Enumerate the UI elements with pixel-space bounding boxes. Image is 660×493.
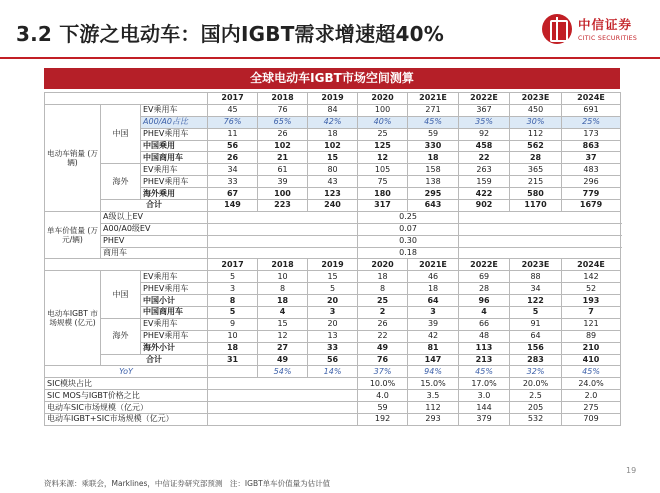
- year-header: 2022E: [459, 93, 510, 105]
- blank-cell: [208, 402, 358, 414]
- value-cell: 76: [258, 104, 308, 116]
- total-value: 317: [358, 200, 408, 212]
- value-cell: 483: [562, 164, 621, 176]
- total-value: 149: [208, 200, 258, 212]
- value-cell: 709: [562, 414, 621, 426]
- value-cell: 142: [562, 271, 621, 283]
- value-cell: 80: [308, 164, 358, 176]
- value-cell: 192: [358, 414, 408, 426]
- value-cell: 123: [308, 188, 358, 200]
- yoy-value: 14%: [308, 366, 358, 378]
- table-row: [45, 93, 621, 105]
- year-header: 2018: [258, 93, 308, 105]
- value-cell: 89: [562, 330, 621, 342]
- table-row: [45, 164, 621, 176]
- table-row: [45, 414, 621, 426]
- total-value: 76: [358, 354, 408, 366]
- row-label: SIC MOS与IGBT价格之比: [45, 390, 208, 402]
- region-label: 中国: [101, 271, 141, 319]
- value-cell: 863: [562, 140, 621, 152]
- value-cell: 66: [459, 318, 510, 330]
- value-cell: 562: [510, 140, 562, 152]
- blank-cell: [208, 211, 358, 223]
- yoy-value: 94%: [408, 366, 459, 378]
- value-cell: 122: [510, 295, 562, 307]
- value-cell: 24.0%: [562, 378, 621, 390]
- row-label: 海外乘用: [141, 188, 208, 200]
- value-cell: 91: [510, 318, 562, 330]
- value-cell: 205: [510, 402, 562, 414]
- yoy-value: 37%: [358, 366, 408, 378]
- row-label: PHEV乘用车: [141, 176, 208, 188]
- year-header: 2023E: [510, 259, 562, 271]
- value-cell: 15: [308, 152, 358, 164]
- total-value: 213: [459, 354, 510, 366]
- value-cell: 45%: [408, 116, 459, 128]
- row-label: 电动车SIC市场规模（亿元）: [45, 402, 208, 414]
- row-label: 中国商用车: [141, 152, 208, 164]
- value-cell: 0.25: [358, 211, 459, 223]
- value-cell: 275: [562, 402, 621, 414]
- value-cell: 210: [562, 342, 621, 354]
- value-cell: 532: [510, 414, 562, 426]
- value-cell: 5: [308, 283, 358, 295]
- value-cell: 2.5: [510, 390, 562, 402]
- value-cell: 138: [408, 176, 459, 188]
- value-cell: 75: [358, 176, 408, 188]
- table-row: [45, 390, 621, 402]
- year-header: 2020: [358, 259, 408, 271]
- region-label: 海外: [101, 164, 141, 200]
- value-cell: 25%: [562, 116, 621, 128]
- table-row: [45, 366, 621, 378]
- total-label: 合计: [101, 354, 208, 366]
- value-cell: 12: [258, 330, 308, 342]
- table-title: 全球电动车IGBT市场空间测算: [44, 68, 620, 89]
- value-cell: 46: [408, 271, 459, 283]
- value-cell: 40%: [358, 116, 408, 128]
- citic-logo-icon: [542, 14, 572, 44]
- total-value: 283: [510, 354, 562, 366]
- value-cell: 458: [459, 140, 510, 152]
- value-cell: 39: [258, 176, 308, 188]
- year-header: 2024E: [562, 259, 621, 271]
- value-cell: 20.0%: [510, 378, 562, 390]
- value-cell: 76%: [208, 116, 258, 128]
- logo-name-en: CITIC SECURITIES: [578, 35, 638, 42]
- year-header: 2020: [358, 93, 408, 105]
- year-header: 2018: [258, 259, 308, 271]
- value-cell: 113: [459, 342, 510, 354]
- citic-logo: [540, 10, 652, 54]
- value-cell: 92: [459, 128, 510, 140]
- row-label: 电动车IGBT+SIC市场规模（亿元）: [45, 414, 208, 426]
- value-cell: 125: [358, 140, 408, 152]
- value-cell: 35%: [459, 116, 510, 128]
- value-cell: 21: [258, 152, 308, 164]
- value-cell: 37: [562, 152, 621, 164]
- value-cell: 100: [358, 104, 408, 116]
- table-row: [45, 354, 621, 366]
- value-cell: 33: [308, 342, 358, 354]
- value-cell: 56: [208, 140, 258, 152]
- page-title: 3.2 下游之电动车：国内IGBT需求增速超40%: [16, 22, 445, 46]
- value-cell: 215: [510, 176, 562, 188]
- value-cell: 4: [258, 307, 308, 319]
- value-cell: 64: [510, 330, 562, 342]
- value-cell: 422: [459, 188, 510, 200]
- year-header: 2021E: [408, 93, 459, 105]
- value-cell: 96: [459, 295, 510, 307]
- year-header: 2024E: [562, 93, 621, 105]
- value-cell: 8: [258, 283, 308, 295]
- value-cell: 15.0%: [408, 378, 459, 390]
- value-cell: 112: [408, 402, 459, 414]
- header-divider: [0, 57, 660, 59]
- value-cell: 7: [562, 307, 621, 319]
- value-cell: 52: [562, 283, 621, 295]
- value-cell: 3.0: [459, 390, 510, 402]
- row-label: PHEV乘用车: [141, 283, 208, 295]
- value-cell: 45: [208, 104, 258, 116]
- row-label: PHEV乘用车: [141, 128, 208, 140]
- total-value: 643: [408, 200, 459, 212]
- blank-cell: [459, 223, 621, 235]
- row-label: EV乘用车: [141, 318, 208, 330]
- total-value: 410: [562, 354, 621, 366]
- value-cell: 112: [510, 128, 562, 140]
- value-cell: 42: [408, 330, 459, 342]
- value-cell: 10: [258, 271, 308, 283]
- value-cell: 367: [459, 104, 510, 116]
- value-cell: 0.18: [358, 247, 459, 259]
- row-label: PHEV乘用车: [141, 330, 208, 342]
- row-label: EV乘用车: [141, 104, 208, 116]
- row-label: A级以上EV: [101, 211, 208, 223]
- year-header: 2017: [208, 259, 258, 271]
- value-cell: 25: [358, 295, 408, 307]
- value-cell: 5: [208, 307, 258, 319]
- total-value: 902: [459, 200, 510, 212]
- value-cell: 11: [208, 128, 258, 140]
- row-label: EV乘用车: [141, 164, 208, 176]
- year-header: 2017: [208, 93, 258, 105]
- value-cell: 30%: [510, 116, 562, 128]
- value-cell: 296: [562, 176, 621, 188]
- table-row: [45, 223, 621, 235]
- value-cell: 25: [358, 128, 408, 140]
- table-row: [45, 247, 621, 259]
- value-cell: 102: [308, 140, 358, 152]
- header-blank: [45, 259, 208, 271]
- value-cell: 293: [408, 414, 459, 426]
- value-cell: 0.30: [358, 235, 459, 247]
- value-cell: 26: [208, 152, 258, 164]
- value-cell: 61: [258, 164, 308, 176]
- value-cell: 28: [510, 152, 562, 164]
- value-cell: 22: [459, 152, 510, 164]
- value-cell: 4: [459, 307, 510, 319]
- value-cell: 15: [258, 318, 308, 330]
- yoy-value: 32%: [510, 366, 562, 378]
- value-cell: 84: [308, 104, 358, 116]
- yoy-value: 45%: [459, 366, 510, 378]
- value-cell: 33: [208, 176, 258, 188]
- igbt-market-table: [44, 92, 621, 426]
- row-label: 海外小计: [141, 342, 208, 354]
- row-label: 商用车: [101, 247, 208, 259]
- row-label: 中国小计: [141, 295, 208, 307]
- value-cell: 3: [308, 307, 358, 319]
- value-cell: 39: [408, 318, 459, 330]
- logo-name-cn: 中信证券: [578, 17, 633, 32]
- value-cell: 180: [358, 188, 408, 200]
- blank-cell: [208, 223, 358, 235]
- value-cell: 26: [258, 128, 308, 140]
- year-header: 2019: [308, 93, 358, 105]
- value-cell: 69: [459, 271, 510, 283]
- source-note: 资料来源：乘联会，Marklines，中信证券研究部预测 注：IGBT单车价值量为估计值: [44, 479, 331, 488]
- value-cell: 43: [308, 176, 358, 188]
- value-cell: 27: [258, 342, 308, 354]
- value-cell: 22: [358, 330, 408, 342]
- value-cell: 105: [358, 164, 408, 176]
- value-cell: 12: [358, 152, 408, 164]
- total-value: 240: [308, 200, 358, 212]
- category-label: 单车价值量 (万元/辆): [45, 211, 101, 259]
- row-label: SIC模块占比: [45, 378, 208, 390]
- total-value: 223: [258, 200, 308, 212]
- value-cell: 8: [208, 295, 258, 307]
- value-cell: 100: [258, 188, 308, 200]
- value-cell: 330: [408, 140, 459, 152]
- total-value: 49: [258, 354, 308, 366]
- value-cell: 295: [408, 188, 459, 200]
- value-cell: 64: [408, 295, 459, 307]
- value-cell: 10: [208, 330, 258, 342]
- total-value: 147: [408, 354, 459, 366]
- table-row: [45, 235, 621, 247]
- value-cell: 5: [208, 271, 258, 283]
- region-label: 海外: [101, 318, 141, 354]
- value-cell: 0.07: [358, 223, 459, 235]
- category-label: 电动车销量 (万辆): [45, 104, 101, 211]
- value-cell: 17.0%: [459, 378, 510, 390]
- header-blank: [45, 93, 208, 105]
- value-cell: 3: [208, 283, 258, 295]
- category-label: 电动车IGBT 市场规模 (亿元): [45, 271, 101, 366]
- value-cell: 580: [510, 188, 562, 200]
- value-cell: 2: [358, 307, 408, 319]
- total-value: 31: [208, 354, 258, 366]
- row-label: A00/A0占比: [141, 116, 208, 128]
- total-label: 合计: [101, 200, 208, 212]
- blank-cell: [459, 235, 621, 247]
- value-cell: 3.5: [408, 390, 459, 402]
- row-label: 中国商用车: [141, 307, 208, 319]
- page-number: 19: [626, 466, 637, 475]
- total-value: 1679: [562, 200, 621, 212]
- value-cell: 158: [408, 164, 459, 176]
- value-cell: 34: [208, 164, 258, 176]
- slide-header: [0, 0, 660, 60]
- table-row: [45, 200, 621, 212]
- table-row: [45, 104, 621, 116]
- blank-cell: [208, 378, 358, 390]
- year-header: 2019: [308, 259, 358, 271]
- value-cell: 18: [258, 295, 308, 307]
- blank-cell: [459, 211, 621, 223]
- row-label: EV乘用车: [141, 271, 208, 283]
- value-cell: 88: [510, 271, 562, 283]
- value-cell: 9: [208, 318, 258, 330]
- year-header: 2023E: [510, 93, 562, 105]
- blank-cell: [208, 390, 358, 402]
- year-header: 2022E: [459, 259, 510, 271]
- yoy-value: 45%: [562, 366, 621, 378]
- region-label: 中国: [101, 104, 141, 163]
- row-label: 中国乘用: [141, 140, 208, 152]
- table-row: [45, 378, 621, 390]
- value-cell: 779: [562, 188, 621, 200]
- value-cell: 379: [459, 414, 510, 426]
- table-row: [45, 402, 621, 414]
- value-cell: 18: [408, 283, 459, 295]
- value-cell: 20: [308, 318, 358, 330]
- value-cell: 8: [358, 283, 408, 295]
- value-cell: 193: [562, 295, 621, 307]
- value-cell: 49: [358, 342, 408, 354]
- yoy-value: [208, 366, 258, 378]
- total-value: 56: [308, 354, 358, 366]
- blank-cell: [208, 235, 358, 247]
- value-cell: 173: [562, 128, 621, 140]
- table-row: [45, 259, 621, 271]
- value-cell: 18: [358, 271, 408, 283]
- blank-cell: [459, 247, 621, 259]
- row-label: A00/A0级EV: [101, 223, 208, 235]
- value-cell: 67: [208, 188, 258, 200]
- value-cell: 5: [510, 307, 562, 319]
- value-cell: 81: [408, 342, 459, 354]
- value-cell: 156: [510, 342, 562, 354]
- value-cell: 365: [510, 164, 562, 176]
- value-cell: 65%: [258, 116, 308, 128]
- table-row: [45, 318, 621, 330]
- table-row: [45, 211, 621, 223]
- value-cell: 26: [358, 318, 408, 330]
- value-cell: 28: [459, 283, 510, 295]
- value-cell: 102: [258, 140, 308, 152]
- value-cell: 263: [459, 164, 510, 176]
- value-cell: 42%: [308, 116, 358, 128]
- value-cell: 59: [408, 128, 459, 140]
- value-cell: 34: [510, 283, 562, 295]
- value-cell: 4.0: [358, 390, 408, 402]
- value-cell: 10.0%: [358, 378, 408, 390]
- blank-cell: [208, 414, 358, 426]
- value-cell: 144: [459, 402, 510, 414]
- value-cell: 271: [408, 104, 459, 116]
- table-row: [45, 271, 621, 283]
- value-cell: 450: [510, 104, 562, 116]
- value-cell: 3: [408, 307, 459, 319]
- value-cell: 59: [358, 402, 408, 414]
- yoy-label: YoY: [45, 366, 208, 378]
- yoy-value: 54%: [258, 366, 308, 378]
- value-cell: 18: [308, 128, 358, 140]
- value-cell: 18: [408, 152, 459, 164]
- value-cell: 2.0: [562, 390, 621, 402]
- year-header: 2021E: [408, 259, 459, 271]
- value-cell: 159: [459, 176, 510, 188]
- value-cell: 691: [562, 104, 621, 116]
- blank-cell: [208, 247, 358, 259]
- row-label: PHEV: [101, 235, 208, 247]
- value-cell: 20: [308, 295, 358, 307]
- total-value: 1170: [510, 200, 562, 212]
- value-cell: 13: [308, 330, 358, 342]
- value-cell: 48: [459, 330, 510, 342]
- value-cell: 15: [308, 271, 358, 283]
- value-cell: 18: [208, 342, 258, 354]
- value-cell: 121: [562, 318, 621, 330]
